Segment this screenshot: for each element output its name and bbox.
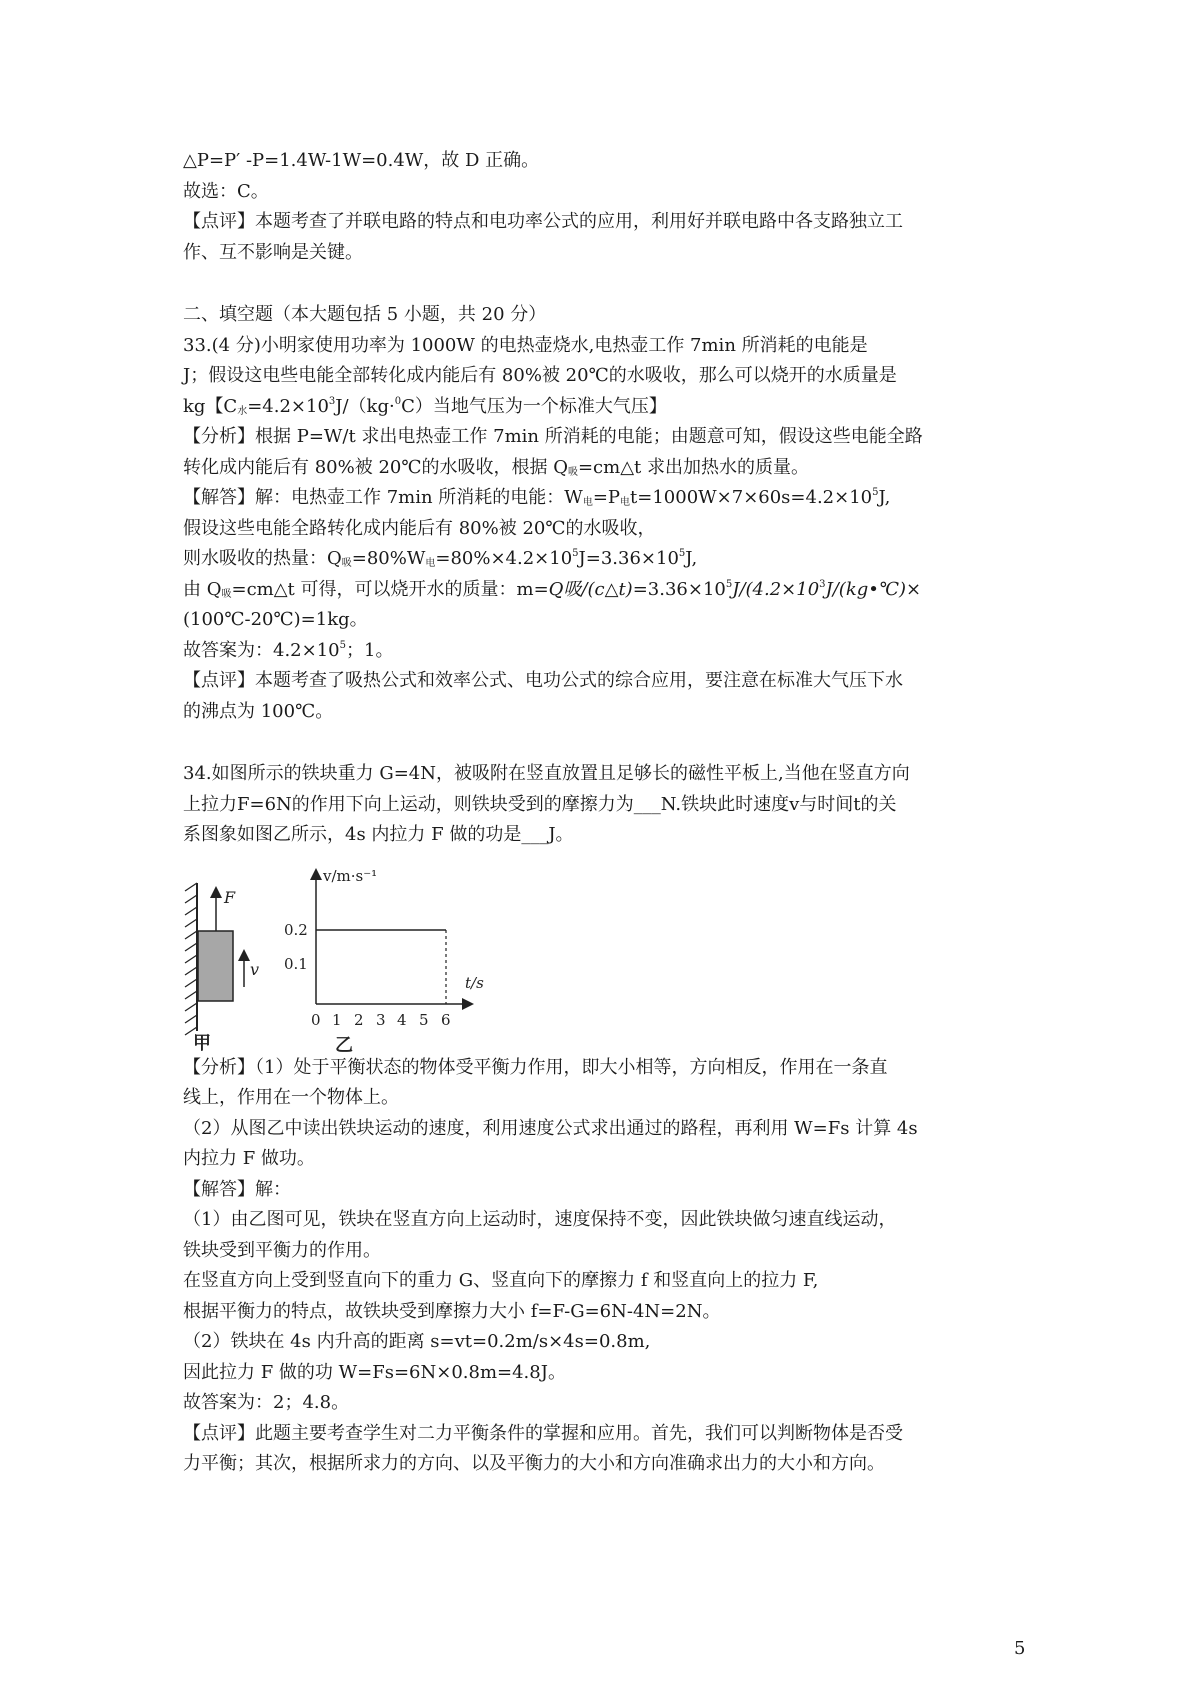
analysis-line: 【分析】根据 P=W/t 求出电热壶工作 7min 所消耗的电能；由题意可知，假设这些电能全路 (183, 426, 923, 447)
text-line: 线上，作用在一个物体上。 (183, 1087, 399, 1108)
question-33-text: 33.(4 分)小明家使用功率为 1000W 的电热壶烧水,电热壶工作 7min 所消耗的电能是 (183, 334, 868, 356)
label-yi: 乙 (335, 1034, 353, 1053)
text-line: 假设这些电能全路转化成内能后有 80%被 20℃的水吸收， (183, 517, 656, 539)
page-number: 5 (1014, 1638, 1026, 1659)
force-label: F (224, 887, 236, 907)
spacer (183, 268, 1033, 300)
x-tick-label: 0 (311, 1010, 321, 1029)
text-line: 因此拉力 F 做的功 W=Fs=6N×0.8m=4.8J。 (183, 1361, 566, 1383)
text-line: 则水吸收的热量：$Q_吸=80\%W_电=80\%\times 4.2\times 10^5J=3.36\times 10^5J$, (183, 548, 698, 569)
text-line: kg【$C_水=4.2\times 10^3J/(kg\cdot^0C)$当地气压为一个标准大气压】 (183, 395, 667, 417)
plate-hatching (185, 883, 197, 1035)
text-line: 转化成内能后有 80%被 20℃的水吸收，根据 $Q_吸=cm\triangle t$ 求出加热水的质量。 (183, 456, 809, 478)
velocity-label: v (250, 959, 260, 979)
text-line: 上拉力F=6N的作用下向上运动，则铁块受到的摩擦力为___N.铁块此时速度v与时间t的关 (183, 793, 897, 815)
text-line: 内拉力 F 做功。 (183, 1148, 315, 1169)
answer-line: 故答案为：2；4.8。 (183, 1392, 350, 1413)
text-line: △P=P′ -P=1.4W-1W=0.4W，故 D 正确。 (183, 150, 540, 171)
solution-line: 【解答】解： (183, 1178, 291, 1200)
y-tick-label: 0.1 (284, 954, 308, 973)
text-line: 作、互不影响是关键。 (183, 241, 363, 263)
text-line: （2）从图乙中读出铁块运动的速度，利用速度公式求出通过的路程，再利用 W=Fs 计算 4s (183, 1117, 918, 1139)
solution-line: 【解答】解：电热壶工作 7min 所消耗的电能：$W_电=P_电t=1000W\times 7\times 60s=4.2\times 10^5J$, (183, 487, 891, 508)
text-line: 根据平衡力的特点，故铁块受到摩擦力大小 f=F-G=6N-4N=2N。 (183, 1300, 721, 1322)
text-line: J；假设这电些电能全部转化成内能后有 80%被 20℃的水吸收，那么可以烧开的水质量是 (183, 365, 897, 386)
analysis-line: 【分析】（1）处于平衡状态的物体受平衡力作用，即大小相等，方向相反，作用在一条直 (183, 1056, 888, 1078)
comment-line: 【点评】本题考查了吸热公式和效率公式、电功公式的综合应用，要注意在标准大气压下水 (183, 670, 903, 691)
x-tick-label: 1 (332, 1010, 342, 1029)
text-line: （2）铁块在 4s 内升高的距离 s=vt=0.2m/s×4s=0.8m, (183, 1331, 651, 1352)
comment-line: 【点评】此题主要考查学生对二力平衡条件的掌握和应用。首先，我们可以判断物体是否受 (183, 1422, 903, 1444)
x-tick-label: 5 (419, 1010, 429, 1029)
question-figure (183, 863, 1033, 1053)
x-tick-label: 2 (354, 1010, 364, 1029)
answer-line: 故答案为：$4.2\times 10^5$；1。 (183, 639, 394, 661)
text-line: （1）由乙图可见，铁块在竖直方向上运动时，速度保持不变，因此铁块做匀速直线运动， (183, 1209, 897, 1230)
x-tick-label: 6 (441, 1010, 451, 1029)
text-line: 力平衡；其次，根据所求力的方向、以及平衡力的大小和方向准确求出力的大小和方向。 (183, 1453, 885, 1474)
text-line: 故选：C。 (183, 180, 269, 202)
figure-svg (183, 863, 1033, 1053)
text-line: 【点评】本题考查了并联电路的特点和电功率公式的应用，利用好并联电路中各支路独立工 (183, 211, 903, 232)
text-line: 的沸点为 100℃。 (183, 700, 334, 722)
text-line: 铁块受到平衡力的作用。 (183, 1239, 381, 1261)
text-line: (100℃-20℃)=1kg。 (183, 609, 368, 630)
text-line: 由 $Q_吸=cm\triangle t$ 可得，可以烧开水的质量：m=Q吸$/(c\triangle t)=3.36\times 10^5J/(4.2\times 10^3J/(kg•℃)\times$ (183, 578, 922, 600)
x-axis-label: t/s (465, 973, 484, 992)
diagram-jia (185, 883, 259, 1053)
text-line: 系图象如图乙所示，4s 内拉力 F 做的功是___J。 (183, 824, 574, 845)
x-tick-label: 4 (397, 1010, 407, 1029)
y-axis-label: v/m·s⁻¹ (323, 866, 378, 885)
vt-graph (284, 867, 484, 1053)
y-tick-label: 0.2 (284, 920, 308, 939)
question-34-text: 34.如图所示的铁块重力 G=4N，被吸附在竖直放置且足够长的磁性平板上,当他在竖直方向 (183, 763, 910, 784)
iron-block (198, 931, 233, 1001)
text-line: 在竖直方向上受到竖直向下的重力 G、竖直向下的摩擦力 f 和竖直向上的拉力 F, (183, 1270, 819, 1291)
section-heading: 二、填空题（本大题包括 5 小题，共 20 分） (183, 304, 547, 325)
page-content (183, 146, 1033, 1480)
spacer (183, 727, 1033, 759)
label-jia: 甲 (193, 1032, 211, 1053)
x-tick-label: 3 (376, 1010, 386, 1029)
